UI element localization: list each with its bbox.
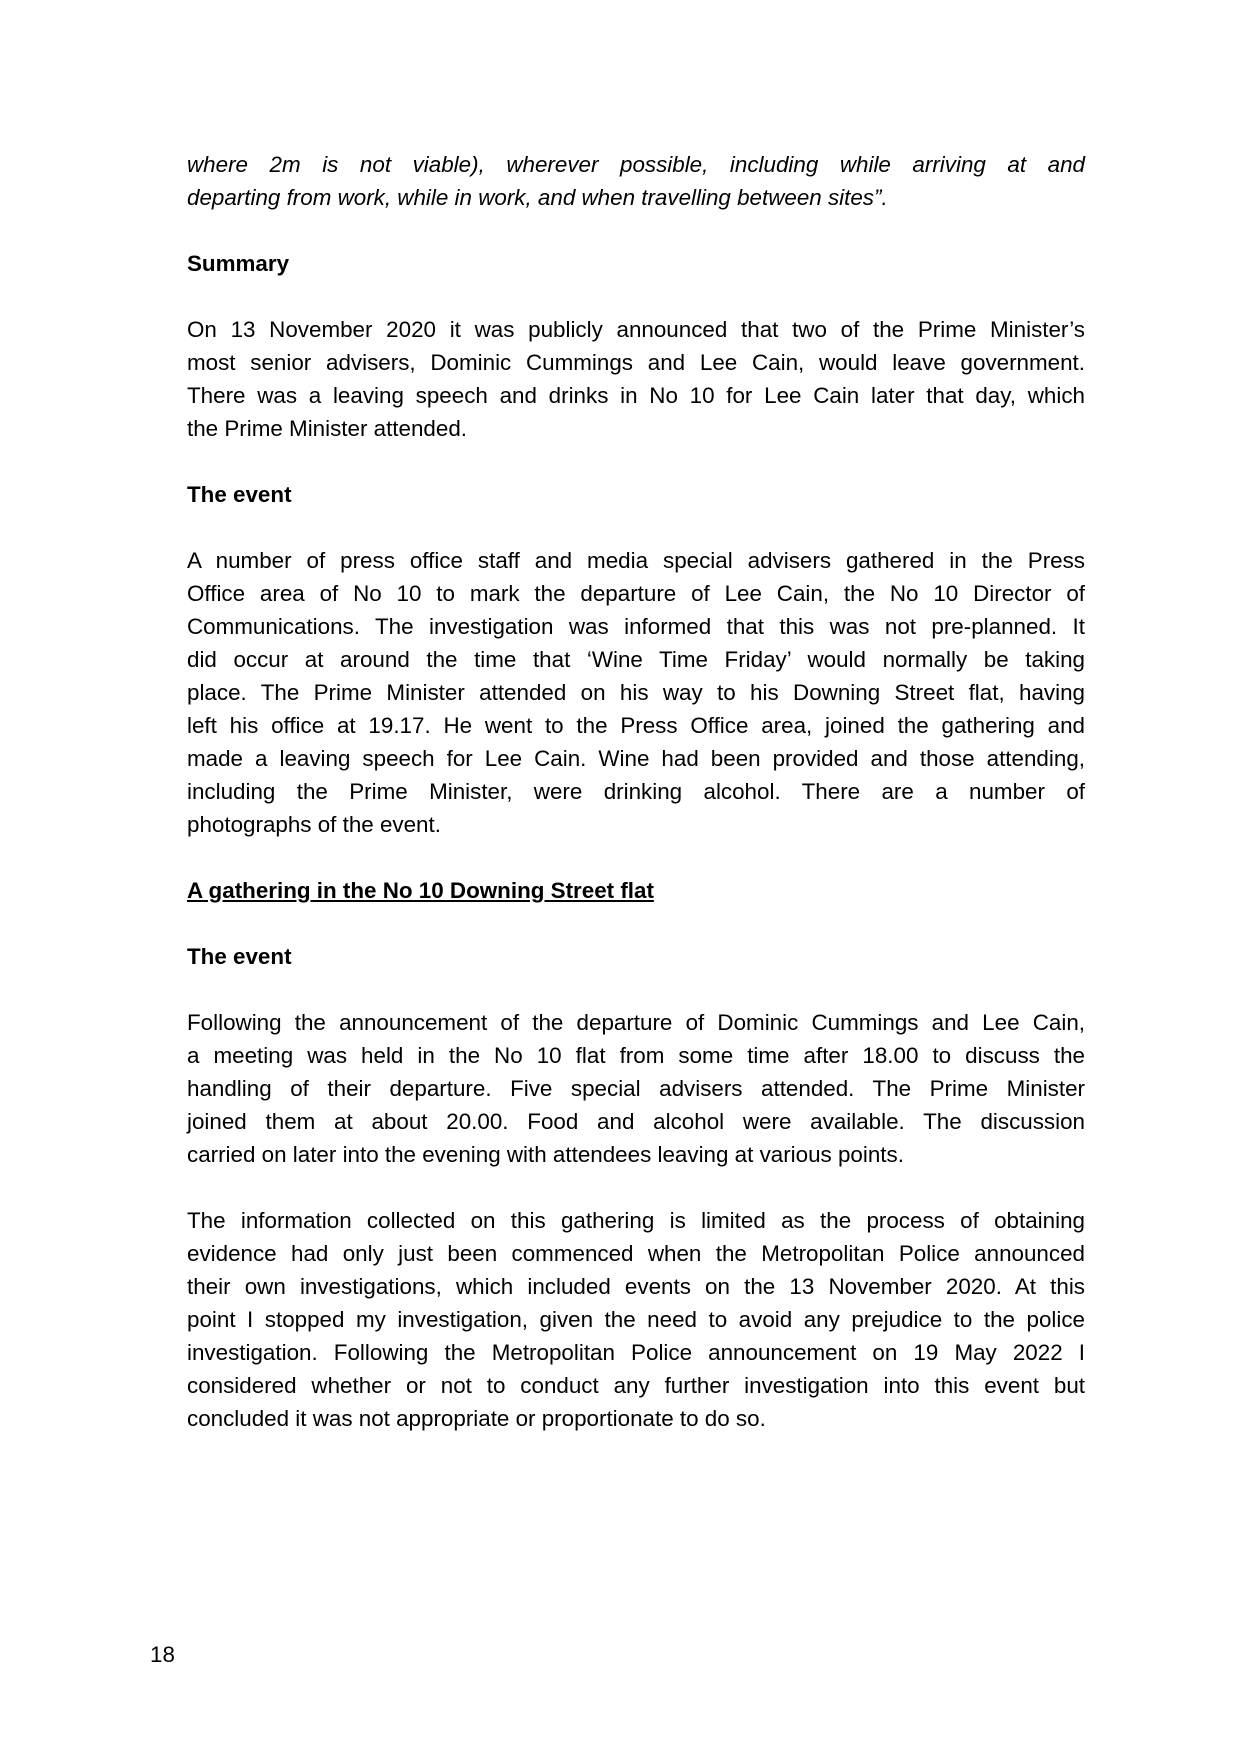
flat-event-paragraph [187, 1006, 1085, 1171]
text-line: most senior advisers, Dominic Cummings and Lee Cain, would leave government. [187, 350, 1085, 375]
text-line: There was a leaving speech and drinks in No 10 for Lee Cain later that day, which [187, 383, 1085, 408]
text-line: A number of press office staff and media special advisers gathered in the Press [187, 548, 1085, 573]
event-heading: The event [187, 482, 292, 507]
text-line: investigation. Following the Metropolitan Police announcement on 19 May 2022 I [187, 1340, 1085, 1365]
text-line: the Prime Minister attended. [187, 416, 468, 441]
text-line: point I stopped my investigation, given the need to avoid any prejudice to the police [187, 1307, 1085, 1332]
text-line: where 2m is not viable), wherever possible, including while arriving at and [187, 152, 1085, 177]
quote-continuation-paragraph [187, 148, 1085, 214]
text-line: photographs of the event. [187, 812, 441, 837]
text-line: including the Prime Minister, were drinking alcohol. There are a number of [187, 779, 1085, 804]
text-line: The information collected on this gathering is limited as the process of obtaining [187, 1208, 1085, 1233]
text-line: considered whether or not to conduct any further investigation into this event but [187, 1373, 1085, 1398]
summary-heading: Summary [187, 251, 290, 276]
text-line: made a leaving speech for Lee Cain. Wine had been provided and those attending, [187, 746, 1085, 771]
text-line: On 13 November 2020 it was publicly announced that two of the Prime Minister’s [187, 317, 1085, 342]
event-paragraph [187, 544, 1085, 841]
text-line: Following the announcement of the departure of Dominic Cummings and Lee Cain, [187, 1010, 1085, 1035]
text-line: place. The Prime Minister attended on his way to his Downing Street flat, having [187, 680, 1085, 705]
text-line: Communications. The investigation was informed that this was not pre-planned. It [187, 614, 1085, 639]
text-line: evidence had only just been commenced when the Metropolitan Police announced [187, 1241, 1085, 1266]
page-number: 18 [150, 1642, 175, 1667]
information-limited-paragraph [187, 1204, 1085, 1435]
text-line: did occur at around the time that ‘Wine Time Friday’ would normally be taking [187, 647, 1085, 672]
event-heading: The event [187, 944, 292, 969]
summary-paragraph [187, 313, 1085, 445]
text-line: handling of their departure. Five special advisers attended. The Prime Minister [187, 1076, 1085, 1101]
page-content [187, 148, 1085, 1468]
text-line: a meeting was held in the No 10 flat from some time after 18.00 to discuss the [187, 1043, 1085, 1068]
text-line: left his office at 19.17. He went to the Press Office area, joined the gathering and [187, 713, 1085, 738]
text-line: carried on later into the evening with attendees leaving at various points. [187, 1142, 904, 1167]
text-line: departing from work, while in work, and when travelling between sites”. [187, 185, 888, 210]
text-line: Office area of No 10 to mark the departure of Lee Cain, the No 10 Director of [187, 581, 1085, 606]
text-line: their own investigations, which included events on the 13 November 2020. At this [187, 1274, 1085, 1299]
text-line: concluded it was not appropriate or proportionate to do so. [187, 1406, 766, 1431]
section-heading-downing-street-flat: A gathering in the No 10 Downing Street flat [187, 878, 654, 903]
text-line: joined them at about 20.00. Food and alcohol were available. The discussion [187, 1109, 1085, 1134]
